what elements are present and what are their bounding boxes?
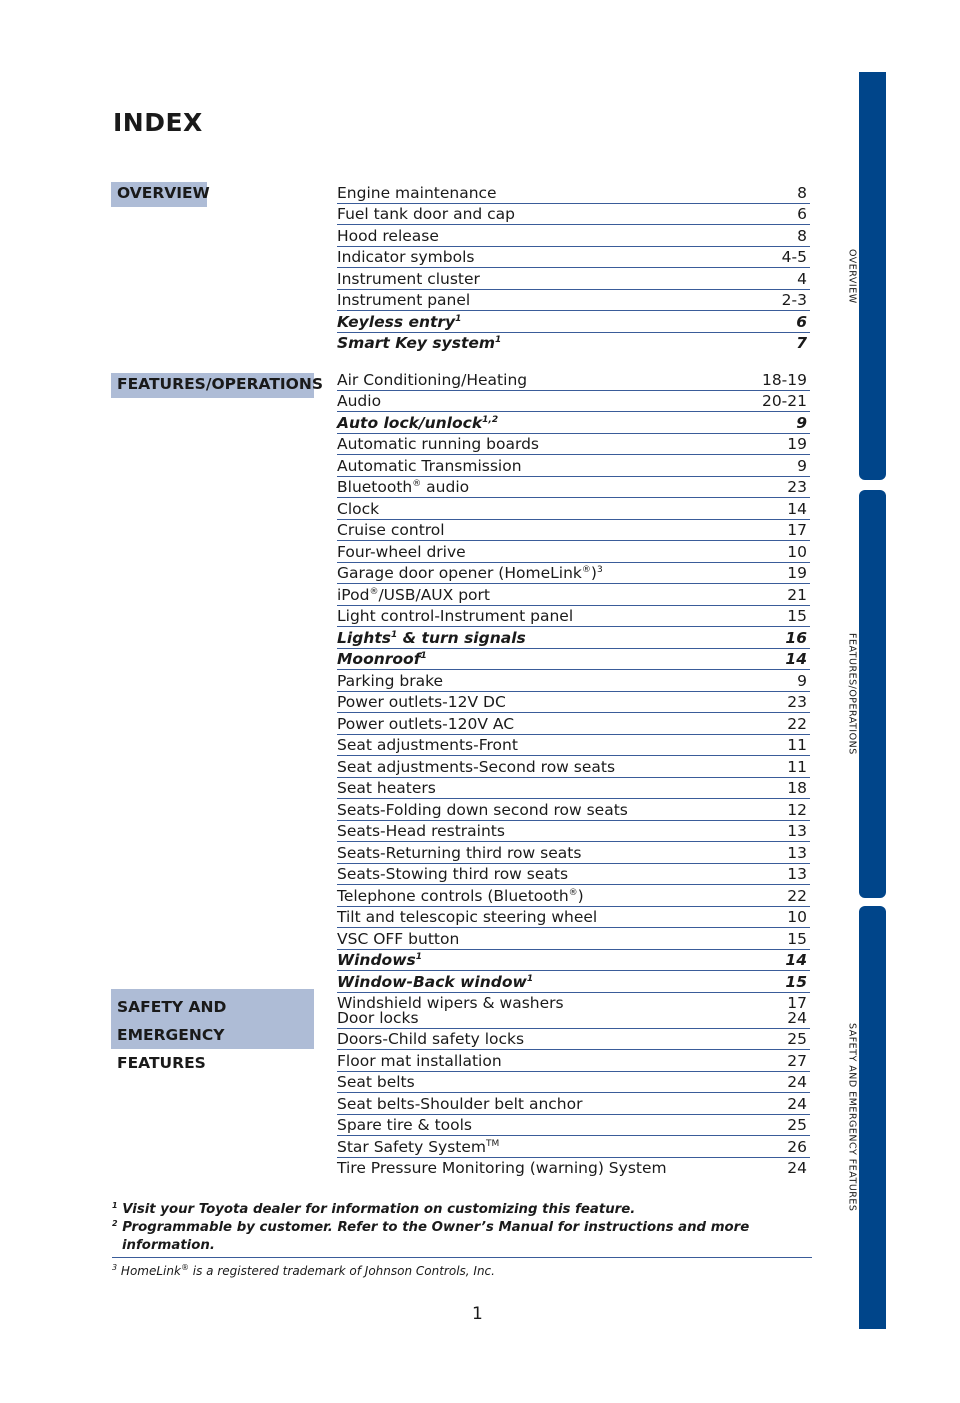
- entry-mark: ®: [568, 887, 578, 898]
- entry-footnote-ref: 1,2: [482, 414, 499, 425]
- entry-label: [337, 672, 443, 691]
- entry-label: [337, 1009, 419, 1028]
- index-entry: [337, 1072, 810, 1094]
- entry-label: [337, 270, 480, 289]
- entry-name: Instrument cluster: [337, 269, 480, 288]
- entry-page: 8: [797, 183, 807, 202]
- entry-label: [337, 801, 628, 820]
- entry-page: 21: [787, 585, 807, 604]
- entry-label: [337, 758, 615, 777]
- entry-name: Telephone controls (Bluetooth: [337, 886, 569, 905]
- entry-page: 24: [787, 1073, 807, 1091]
- entry-page: 18-19: [761, 370, 807, 389]
- entry-mark: TM: [486, 1138, 500, 1149]
- entry-name: Doors-Child safety locks: [337, 1030, 525, 1048]
- entry-name: iPod: [337, 585, 370, 604]
- index-entry: [337, 498, 810, 520]
- index-entry: [337, 391, 810, 413]
- entry-page: 15: [785, 972, 807, 991]
- entry-page: 14: [787, 499, 807, 518]
- entry-label: [337, 1052, 502, 1071]
- entry-name: Seats-Head restraints: [337, 822, 505, 840]
- entry-label: [337, 564, 603, 583]
- index-entry: [337, 907, 810, 929]
- entry-suffix: audio: [421, 478, 470, 496]
- entry-name: Cruise control: [337, 521, 445, 539]
- entry-label: [337, 291, 470, 310]
- entry-label: [337, 973, 533, 992]
- index-entry: [337, 1115, 810, 1137]
- entry-suffix: /USB/AUX port: [378, 585, 490, 604]
- entry-name: Seat adjustments-Front: [337, 736, 518, 754]
- entry-page: 4: [797, 269, 807, 288]
- index-entry: [337, 541, 810, 563]
- entry-label: [337, 693, 506, 712]
- entry-mark: ®: [369, 586, 379, 597]
- entry-name: Seat belts: [337, 1073, 415, 1091]
- section-label-safety-line1: SAFETY AND: [117, 998, 227, 1016]
- entry-name: Seats-Returning third row seats: [337, 843, 582, 862]
- entry-footnote-ref: 1: [455, 313, 462, 324]
- entry-label: [337, 205, 515, 224]
- index-entry: [337, 1093, 810, 1115]
- entry-page: 7: [796, 334, 807, 352]
- entry-label: [337, 313, 461, 332]
- index-entry: [337, 412, 810, 434]
- entry-name: Hood release: [337, 226, 439, 245]
- entry-page: 9: [797, 671, 807, 690]
- entry-footnote-ref: 3: [596, 565, 603, 575]
- entry-label: [337, 1073, 415, 1092]
- entry-page: 15: [787, 607, 807, 625]
- entry-page: 11: [787, 757, 807, 776]
- entry-page: 10: [787, 542, 807, 561]
- entry-page: 8: [797, 226, 807, 245]
- entry-label: [337, 629, 526, 648]
- entry-label: [337, 908, 597, 927]
- index-entry: [337, 563, 810, 585]
- index-entry: [337, 204, 810, 226]
- entry-label: [337, 521, 445, 540]
- index-entry: [337, 713, 810, 735]
- page-number: 1: [472, 1304, 483, 1324]
- section-label-safety-line2: EMERGENCY FEATURES: [117, 1026, 225, 1072]
- footnotes: [112, 1201, 812, 1278]
- footnote-3: [112, 1264, 812, 1278]
- entry-label: [337, 414, 498, 433]
- entry-label: [337, 865, 568, 884]
- entry-label: [337, 650, 427, 669]
- overview-entry-list: [337, 182, 810, 353]
- index-entry: [337, 584, 810, 606]
- side-label-features: FEATURES/OPERATIONS: [846, 633, 858, 755]
- entry-page: 11: [787, 736, 807, 754]
- entry-page: 23: [787, 693, 807, 711]
- index-entry: [337, 268, 810, 290]
- entry-page: 18: [787, 779, 807, 797]
- entry-name: Bluetooth: [337, 478, 413, 496]
- entry-label: [337, 844, 581, 863]
- section-label-features: FEATURES/OPERATIONS: [111, 373, 314, 398]
- entry-page: 6: [797, 205, 807, 223]
- entry-name: Tire Pressure Monitoring (warning) System: [337, 1159, 667, 1177]
- entry-name: Automatic running boards: [337, 435, 539, 453]
- footnote-1: [112, 1201, 812, 1219]
- index-entry: [337, 333, 810, 354]
- entry-label: [337, 1030, 524, 1049]
- entry-page: 22: [787, 886, 807, 905]
- entry-page: 12: [787, 800, 807, 819]
- entry-name: Seats-Folding down second row seats: [337, 800, 628, 819]
- entry-name: Moonroof: [337, 650, 421, 668]
- entry-page: 23: [787, 478, 807, 496]
- entry-name: Air Conditioning/Heating: [337, 370, 528, 389]
- footnote-3-mark: ®: [180, 1263, 189, 1272]
- entry-label: [337, 951, 422, 970]
- index-entry: [337, 1050, 810, 1072]
- index-entry: [337, 928, 810, 950]
- entry-page: 16: [785, 628, 807, 647]
- entry-name: Indicator symbols: [337, 248, 475, 266]
- entry-name: Lights: [337, 628, 391, 647]
- entry-page: 17: [787, 994, 807, 1012]
- index-entry: [337, 455, 810, 477]
- index-entry: [337, 311, 810, 333]
- index-entry: [337, 692, 810, 714]
- entry-page: 15: [787, 929, 807, 948]
- index-entry: [337, 778, 810, 800]
- index-entry: [337, 1007, 810, 1029]
- footnote-2-marker: 2: [112, 1219, 118, 1228]
- entry-name: Window-Back window: [337, 972, 527, 991]
- entry-name: Clock: [337, 499, 380, 518]
- entry-page: 13: [787, 822, 807, 840]
- entry-name: Automatic Transmission: [337, 456, 522, 475]
- entry-name: Light control-Instrument panel: [337, 607, 574, 625]
- entry-mark: ®: [412, 479, 422, 489]
- index-entry: [337, 799, 810, 821]
- index-entry: [337, 821, 810, 843]
- index-entry: [337, 950, 810, 972]
- index-entry: [337, 670, 810, 692]
- index-entry: [337, 735, 810, 757]
- index-entry: [337, 627, 810, 649]
- entry-name: Seat heaters: [337, 779, 436, 797]
- entry-footnote-ref: 1: [390, 629, 398, 640]
- entry-label: [337, 334, 501, 353]
- entry-name: Four-wheel drive: [337, 542, 466, 561]
- index-entry: [337, 885, 810, 907]
- entry-name: Engine maintenance: [337, 183, 497, 202]
- footnote-divider: [112, 1257, 812, 1258]
- entry-label: [337, 371, 527, 390]
- entry-name: Seat belts-Shoulder belt anchor: [337, 1094, 583, 1113]
- entry-page: 24: [787, 1159, 807, 1177]
- entry-name: Auto lock/unlock: [337, 413, 483, 432]
- entry-name: Door locks: [337, 1008, 419, 1027]
- entry-name: Instrument panel: [337, 291, 471, 309]
- footnote-3-marker: 3: [112, 1263, 118, 1272]
- entry-label: [337, 392, 381, 411]
- entry-label: [337, 457, 522, 476]
- entry-name: Star Safety System: [337, 1137, 487, 1156]
- entry-page: 17: [787, 521, 807, 539]
- entry-name: VSC OFF button: [337, 929, 460, 948]
- entry-page: 10: [787, 908, 807, 926]
- entry-suffix: & turn signals: [397, 628, 526, 647]
- index-entry: [337, 225, 810, 247]
- entry-page: 14: [785, 951, 807, 969]
- entry-footnote-ref: 1: [495, 335, 502, 345]
- footnote-1-text: Visit your Toyota dealer for information on customizing this feature.: [122, 1202, 636, 1217]
- index-entry: [337, 477, 810, 499]
- entry-name: Tilt and telescopic steering wheel: [337, 908, 598, 926]
- entry-page: 19: [787, 435, 807, 453]
- safety-entry-list: [337, 1007, 810, 1178]
- entry-page: 25: [787, 1116, 807, 1134]
- entry-page: 20-21: [761, 392, 807, 410]
- features-entry-list: [337, 369, 810, 1013]
- entry-footnote-ref: 1: [415, 952, 422, 962]
- entry-suffix: ): [577, 886, 584, 905]
- index-entry: [337, 1158, 810, 1179]
- entry-page: 14: [785, 650, 807, 668]
- entry-name: Keyless entry: [337, 312, 456, 331]
- entry-page: 4-5: [781, 248, 807, 266]
- entry-suffix: ): [590, 564, 597, 582]
- index-entry: [337, 864, 810, 886]
- entry-name: Windows: [337, 951, 416, 969]
- entry-label: [337, 715, 514, 734]
- entry-label: [337, 607, 573, 626]
- index-entry: [337, 1029, 810, 1051]
- entry-page: 9: [796, 413, 807, 432]
- index-entry: [337, 290, 810, 312]
- page-title: INDEX: [113, 108, 203, 137]
- entry-page: 2-3: [781, 291, 807, 309]
- entry-label: [337, 1116, 472, 1135]
- entry-page: 27: [787, 1051, 807, 1070]
- entry-label: [337, 930, 459, 949]
- entry-page: 19: [787, 564, 807, 582]
- index-entry: [337, 247, 810, 269]
- entry-mark: ®: [581, 565, 591, 575]
- entry-page: 22: [787, 714, 807, 733]
- section-label-safety: [111, 989, 314, 1072]
- entry-name: Seat adjustments-Second row seats: [337, 757, 616, 776]
- entry-label: [337, 1159, 667, 1178]
- entry-label: [337, 248, 474, 267]
- entry-label: [337, 736, 518, 755]
- index-entry: [337, 649, 810, 671]
- entry-label: [337, 779, 436, 798]
- entry-name: Floor mat installation: [337, 1051, 502, 1070]
- entry-page: 6: [796, 312, 807, 331]
- entry-label: [337, 500, 379, 519]
- footnote-3-post: is a registered trademark of Johnson Controls, Inc.: [188, 1264, 495, 1278]
- side-label-safety: SAFETY AND EMERGENCY FEATURES: [846, 1023, 858, 1212]
- footnote-1-marker: 1: [112, 1201, 118, 1210]
- index-entry: [337, 182, 810, 204]
- entry-label: [337, 478, 469, 497]
- entry-footnote-ref: 1: [420, 651, 427, 661]
- entry-name: Audio: [337, 392, 382, 410]
- entry-name: Power outlets-120V AC: [337, 714, 515, 733]
- entry-label: [337, 543, 466, 562]
- index-entry: [337, 756, 810, 778]
- entry-page: 9: [797, 456, 807, 475]
- footnote-2-continued: information.: [122, 1238, 215, 1253]
- index-entry: [337, 1136, 810, 1158]
- entry-name: Windshield wipers & washers: [337, 994, 564, 1012]
- entry-page: 25: [787, 1030, 807, 1048]
- entry-label: [337, 887, 584, 906]
- entry-name: Fuel tank door and cap: [337, 205, 516, 223]
- index-entry: [337, 520, 810, 542]
- index-entry: [337, 606, 810, 628]
- section-label-overview: OVERVIEW: [111, 182, 207, 207]
- entry-label: [337, 227, 439, 246]
- entry-label: [337, 586, 490, 605]
- entry-label: [337, 822, 505, 841]
- entry-page: 24: [787, 1008, 807, 1027]
- footnote-3-pre: HomeLink: [120, 1264, 181, 1278]
- footnote-2: [112, 1219, 812, 1237]
- index-entry: [337, 434, 810, 456]
- entry-name: Seats-Stowing third row seats: [337, 865, 569, 883]
- entry-page: 13: [787, 865, 807, 883]
- index-entry: [337, 842, 810, 864]
- index-entry: [337, 369, 810, 391]
- index-entry: [337, 971, 810, 993]
- entry-name: Power outlets-12V DC: [337, 693, 506, 711]
- entry-name: Spare tire & tools: [337, 1116, 472, 1134]
- entry-label: [337, 184, 497, 203]
- entry-name: Smart Key system: [337, 334, 496, 352]
- entry-label: [337, 435, 539, 454]
- entry-name: Garage door opener (HomeLink: [337, 564, 582, 582]
- entry-label: [337, 1138, 499, 1157]
- entry-page: 24: [787, 1094, 807, 1113]
- entry-footnote-ref: 1: [526, 973, 534, 984]
- entry-page: 26: [787, 1137, 807, 1156]
- footnote-2-text: Programmable by customer. Refer to the Owner’s Manual for instructions and more: [122, 1220, 750, 1235]
- entry-label: [337, 1095, 582, 1114]
- entry-name: Parking brake: [337, 671, 444, 690]
- side-label-overview: OVERVIEW: [846, 248, 858, 304]
- entry-page: 13: [787, 843, 807, 862]
